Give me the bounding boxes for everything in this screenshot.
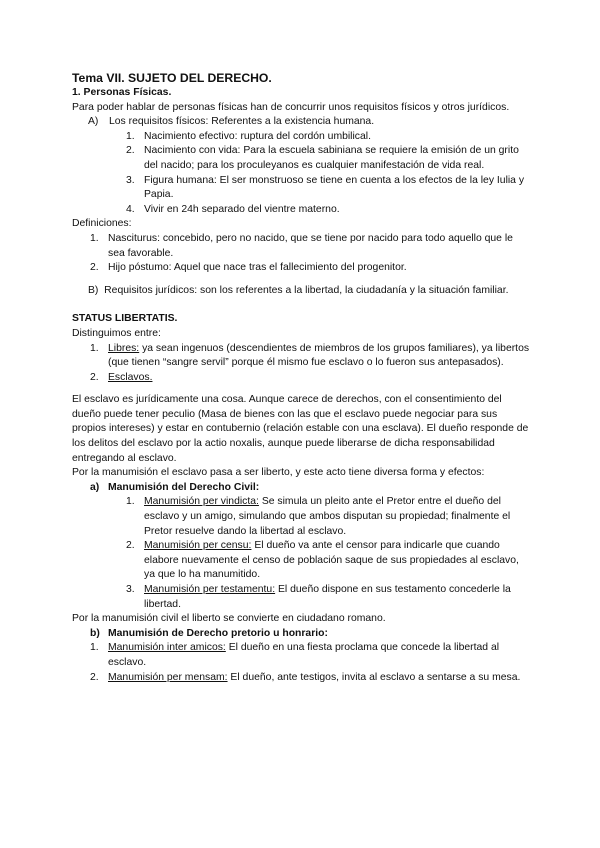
list-number: 1.	[90, 342, 99, 354]
definition-item	[72, 232, 532, 261]
list-term: Manumisión per testamentu:	[144, 584, 276, 595]
list-text: ya sean ingenuos (descendientes de miembros de los grupos familiares), ya libertos (que tienen “sangre servil” porque él mismo fue esclavo o lo fueron sus antepasados).	[108, 342, 530, 369]
section-intro: Para poder hablar de personas físicas han de concurrir unos requisitos físicos y otros jurídicos.	[72, 101, 510, 113]
paragraph-esclavo: El esclavo es jurídicamente una cosa. Aunque carece de derechos, con el consentimiento del dueño puede tener peculio (Masa de bienes con las que el esclavo puede negociar para sus propios intereses) y estar en contubernio (relación estable con una esclava). El dueño responde de los delitos del esclavo por la actio noxalis, aunque puede liberarse de dicha responsabilidad entregando al esclavo.	[72, 394, 529, 464]
list-label: b)	[90, 627, 100, 639]
document-page	[72, 70, 532, 685]
definitions-label: Definiciones:	[72, 218, 132, 230]
list-number: 3.	[126, 584, 135, 595]
list-term: Manumisión per mensam:	[108, 671, 228, 683]
list-text: El dueño en una fiesta proclama que concede la libertad al esclavo.	[108, 642, 500, 668]
list-term: Manumisión per vindicta:	[144, 496, 259, 508]
list-text: El dueño dispone en sus testamento concederle la libertad.	[144, 584, 511, 610]
list-item	[72, 130, 532, 145]
list-number: 4.	[126, 203, 135, 215]
list-term: Esclavos.	[108, 371, 153, 383]
subsection-heading-pretorio	[72, 627, 532, 642]
definition-item	[72, 261, 532, 276]
section-heading-personas-fisicas: 1. Personas Físicas.	[72, 87, 172, 98]
list-item-requisitos-juridicos	[72, 284, 532, 299]
list-term: Manumisión per censu:	[144, 540, 252, 552]
list-number: 2.	[90, 671, 99, 683]
subsection-heading-civil	[72, 481, 532, 496]
list-item	[72, 671, 532, 686]
list-text: El dueño va ante el censor para indicarle que cuando elabore nuevamente el censo de población saque de sus propiedades al esclavo, ya que lo ha manumitido.	[144, 540, 519, 581]
list-text: Los requisitos físicos: Referentes a la existencia humana.	[109, 116, 375, 128]
list-text: Figura humana: El ser monstruoso se tiene en cuenta a los efectos de la ley Iulia y Papia.	[144, 174, 525, 201]
list-text: El dueño, ante testigos, invita al esclavo a sentarse a su mesa.	[227, 671, 521, 683]
list-number: 3.	[126, 174, 135, 186]
list-text: Vivir en 24h separado del vientre materno.	[144, 203, 340, 215]
list-number: 2.	[126, 540, 135, 552]
subsection-title: Manumisión de Derecho pretorio u honrario:	[108, 627, 328, 639]
list-item	[72, 495, 532, 539]
list-term: Manumisión inter amicos:	[108, 642, 226, 654]
list-label: B)	[88, 284, 99, 296]
list-item	[72, 203, 532, 218]
list-item	[72, 583, 532, 612]
section-heading-status-libertatis: STATUS LIBERTATIS.	[72, 313, 178, 325]
paragraph-manumision: Por la manumisión el esclavo pasa a ser liberto, y este acto tiene diversa forma y efectos:	[72, 467, 485, 479]
document-title: Tema VII. SUJETO DEL DERECHO.	[72, 71, 272, 85]
list-text: Nacimiento efectivo: ruptura del cordón umbilical.	[144, 130, 371, 142]
subsection-title: Manumisión del Derecho Civil:	[108, 481, 260, 493]
list-number: 1.	[90, 642, 99, 654]
list-number: 2.	[90, 371, 99, 383]
list-term: Libres:	[108, 342, 140, 354]
list-item-esclavos	[72, 371, 532, 386]
list-label: A)	[88, 116, 99, 128]
list-number: 2.	[126, 145, 135, 157]
list-number: 1.	[90, 232, 99, 244]
section-intro: Distinguimos entre:	[72, 327, 161, 339]
list-item-libres	[72, 342, 532, 371]
list-number: 2.	[90, 262, 99, 274]
list-number: 1.	[126, 496, 135, 508]
paragraph-manumision-civil: Por la manumisión civil el liberto se convierte en ciudadano romano.	[72, 613, 386, 625]
list-text: Se simula un pleito ante el Pretor entre el dueño del esclavo y un amigo, simulando que ambos disputan su propiedad; finalmente el Pretor resuelve dando la libertad al esclavo.	[144, 496, 511, 537]
list-item	[72, 539, 532, 583]
list-label: a)	[90, 481, 100, 493]
list-number: 1.	[126, 130, 135, 142]
list-text: Nacimiento con vida: Para la escuela sabiniana se requiere la emisión de un grito del nacido; para los proculeyanos es cualquier manifestación de vida real.	[144, 145, 519, 171]
list-item-requisitos-fisicos	[72, 115, 532, 130]
list-item	[72, 641, 532, 670]
list-item	[72, 144, 532, 173]
list-item	[72, 174, 532, 203]
list-text: Requisitos jurídicos: son los referentes a la libertad, la ciudadanía y la situación familiar.	[104, 284, 509, 296]
list-text: Nasciturus: concebido, pero no nacido, que se tiene por nacido para todo aquello que le sea favorable.	[108, 232, 513, 259]
list-text: Hijo póstumo: Aquel que nace tras el fallecimiento del progenitor.	[108, 262, 407, 274]
